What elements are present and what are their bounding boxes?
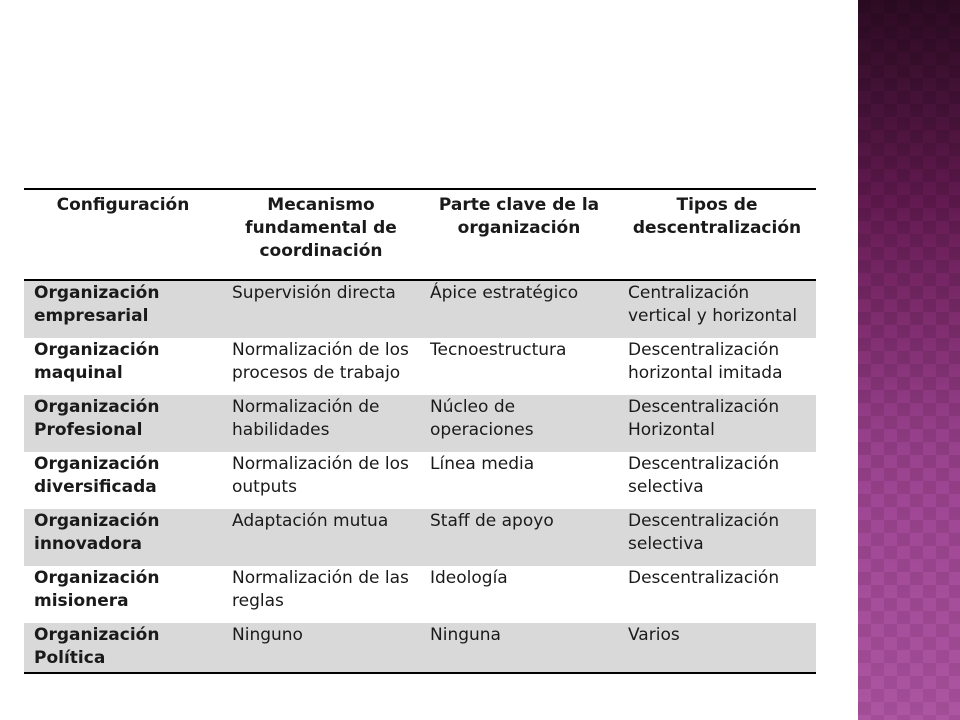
cell-configuracion: Organización Política: [34, 625, 160, 668]
cell-tipos: Descentralización Horizontal: [628, 397, 780, 440]
table-row: [24, 338, 816, 395]
cell-tipos: Descentralización horizontal imitada: [628, 340, 783, 383]
cell-mecanismo: Normalización de las reglas: [232, 568, 409, 611]
cell-tipos: Descentralización selectiva: [628, 454, 780, 497]
configuration-table: [24, 188, 816, 674]
table-row: [24, 452, 816, 509]
header-row: [24, 189, 816, 280]
decorative-side-panel: [858, 0, 960, 720]
table-row: [24, 280, 816, 338]
cell-parte-clave: Tecnoestructura: [430, 340, 567, 360]
cell-configuracion: Organización Profesional: [34, 397, 160, 440]
cell-mecanismo: Adaptación mutua: [232, 511, 389, 531]
header-configuracion: Configuración: [56, 195, 190, 215]
table-row: [24, 509, 816, 566]
cell-configuracion: Organización misionera: [34, 568, 160, 611]
cell-configuracion: Organización innovadora: [34, 511, 160, 554]
cell-tipos: Varios: [628, 625, 680, 645]
cell-tipos: Centralización vertical y horizontal: [628, 283, 798, 326]
cell-parte-clave: Núcleo de operaciones: [430, 397, 534, 440]
table-header: [24, 189, 816, 280]
cell-mecanismo: Supervisión directa: [232, 283, 396, 303]
cell-configuracion: Organización diversificada: [34, 454, 160, 497]
cell-parte-clave: Ápice estratégico: [430, 283, 579, 303]
table-body: [24, 280, 816, 673]
cell-parte-clave: Ninguna: [430, 625, 501, 645]
header-mecanismo: Mecanismo fundamental de coordinación: [245, 195, 397, 261]
table-row: [24, 566, 816, 623]
side-panel-shade: [858, 0, 960, 720]
cell-tipos: Descentralización selectiva: [628, 511, 780, 554]
cell-configuracion: Organización maquinal: [34, 340, 160, 383]
table-row: [24, 623, 816, 673]
cell-tipos: Descentralización: [628, 568, 780, 588]
cell-mecanismo: Ninguno: [232, 625, 303, 645]
cell-parte-clave: Staff de apoyo: [430, 511, 554, 531]
cell-mecanismo: Normalización de los procesos de trabajo: [232, 340, 409, 383]
cell-configuracion: Organización empresarial: [34, 283, 160, 326]
cell-mecanismo: Normalización de los outputs: [232, 454, 409, 497]
header-tipos: Tipos de descentralización: [632, 195, 802, 238]
table-row: [24, 395, 816, 452]
cell-parte-clave: Línea media: [430, 454, 535, 474]
header-parte-clave: Parte clave de la organización: [438, 195, 600, 238]
cell-parte-clave: Ideología: [430, 568, 508, 588]
cell-mecanismo: Normalización de habilidades: [232, 397, 380, 440]
